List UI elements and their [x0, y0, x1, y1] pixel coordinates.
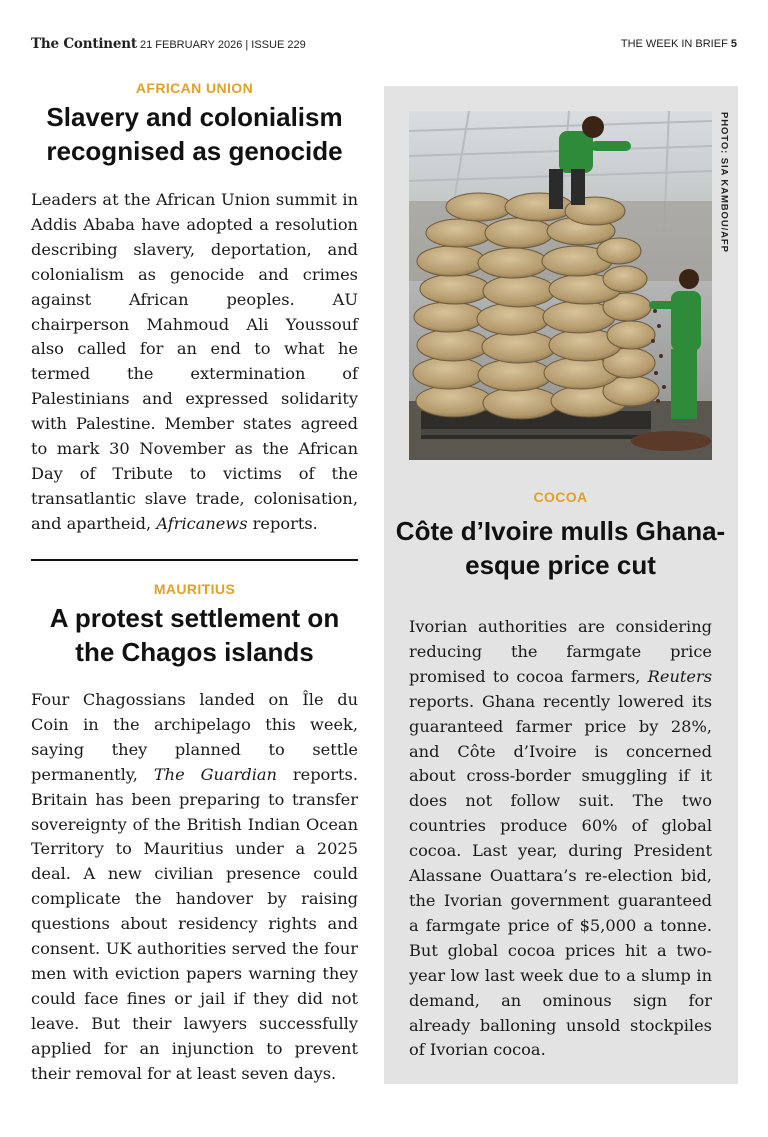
section-label [621, 38, 737, 50]
body-text-part: reports. [247, 513, 318, 533]
source-name: Reuters [647, 666, 712, 686]
article-headline: A protest settlement on the Chagos islands [49, 603, 340, 667]
article-headline: Slavery and colonialism recognised as genocide [46, 102, 343, 166]
source-name: The Guardian [153, 764, 277, 784]
body-text-part: Four Chagossians landed on Île du Coin in the archipelago this week, saying they planned to settle permanently, [31, 690, 358, 784]
brand-name: The Continent [31, 36, 137, 52]
issue-date: 21 FEBRUARY 2026 | ISSUE 229 [140, 39, 306, 51]
article-divider [31, 559, 358, 561]
body-text-part: Ivorian authorities are considering reducing the farmgate price promised to cocoa farmers, [409, 617, 712, 686]
section-name: THE WEEK IN BRIEF [620, 38, 728, 50]
page-number: 5 [730, 38, 737, 50]
masthead [31, 36, 306, 52]
photo-illustration [409, 111, 712, 460]
article-kicker: COCOA [533, 489, 588, 505]
body-text-part: reports. Ghana recently lowered its guaranteed farmer price by 28%, and Côte d’Ivoire is concerned about cross-border smuggling if it does not follow suit. The two countries produce 60% of global cocoa. Last year, during President Alassane Ouattara’s re-election bid, the Ivorian government guaranteed a farmgate price of $5,000 a tonne. But global cocoa prices hit a two-year low last week due to a slump in demand, an ominous sign for already balloning unsold stockpiles of Ivorian cocoa. [409, 691, 712, 1060]
workers-stacking-cocoa-sacks-photo [409, 111, 712, 460]
photo-credit: PHOTO: SIA KAMBOU/AFP [718, 112, 730, 253]
article-body [31, 688, 358, 1087]
source-name: Africanews [156, 513, 248, 533]
article-kicker: AFRICAN UNION [135, 80, 254, 96]
body-text-part: Leaders at the African Union summit in Addis Ababa have adopted a resolution describing slavery, deportation, and colonialism as genocide and crimes against African peoples. AU chairperson Mahmoud Ali Youssouf also called for an end to what he termed the extermination of Palestinians and expressed solidarity with Palestine. Member states agreed to mark 30 November as the African Day of Tribute to victims of the transatlantic slave trade, colonisation, and apartheid, [31, 190, 358, 533]
page-header [31, 36, 737, 54]
article-kicker: MAURITIUS [153, 581, 236, 597]
article-mauritius [31, 581, 358, 1087]
article-african-union [31, 80, 358, 537]
article-body [409, 615, 712, 1063]
article-headline: Côte d’Ivoire mulls Ghana-esque price cut [395, 516, 726, 580]
sidebar-cocoa [384, 86, 738, 1084]
article-body [31, 188, 358, 537]
body-text-part: reports. Britain has been preparing to transfer sovereignty of the British Indian Ocean Territory to Mauritius under a 2025 deal. A new civilian presence could complicate the handover by raising questions about residency rights and consent. UK authorities served the four men with eviction papers warning they could face fines or jail if they did not leave. But their lawyers successfully applied for an injunction to prevent their removal for at least seven days. [31, 764, 358, 1083]
